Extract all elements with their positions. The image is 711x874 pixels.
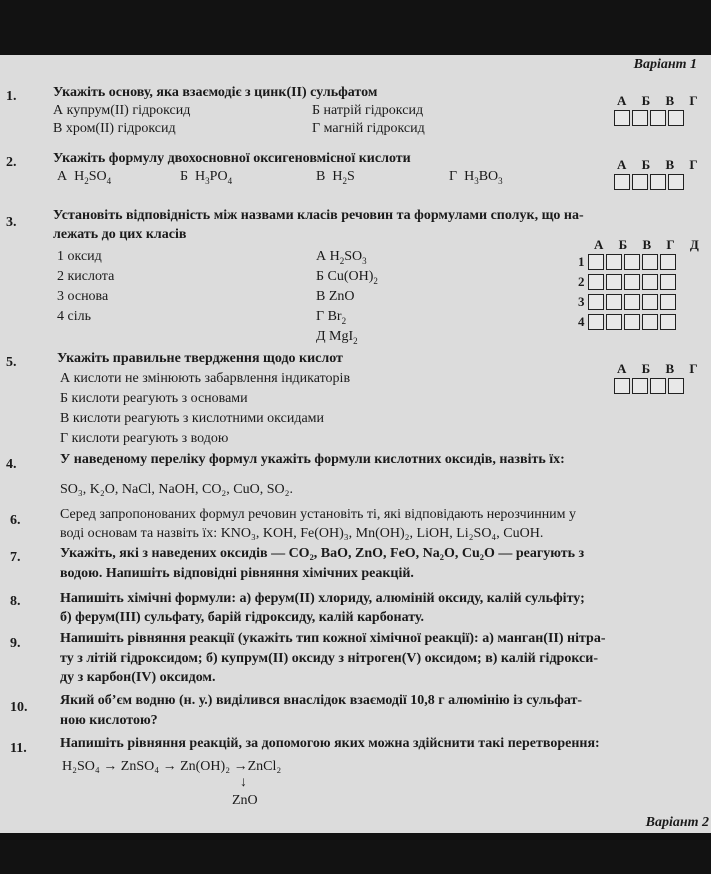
- question-number-10: 10.: [10, 700, 28, 715]
- down-arrow-icon: ↓: [240, 775, 247, 790]
- answer-box[interactable]: [588, 274, 604, 290]
- question-3-text-line1: Установіть відповідність між назвами класів речовин та формулами сполук, що на-: [53, 208, 584, 223]
- question-3-right-d: Г $Br_2$: [316, 309, 347, 326]
- answer-box[interactable]: [606, 274, 622, 290]
- question-number-2: 2.: [6, 155, 17, 170]
- question-9-text-line2: ту з літій гідроксидом; б) купрум(II) оксиду з нітроген(V) оксидом; в) калій гідрокси-: [60, 651, 598, 666]
- answer-grid-2: [614, 173, 686, 191]
- question-number-11: 11.: [10, 741, 27, 756]
- question-4-formula-list: SO₃, K₂O, NaCl, NaOH, CO₂, CuO, SO₂.: [60, 482, 294, 497]
- answer-grid-2-header: А Б В Г: [617, 157, 704, 172]
- question-1-text: Укажіть основу, яка взаємодіє з цинк(II) сульфатом: [53, 85, 378, 100]
- question-5-option-d: Г кислоти реагують з водою: [60, 431, 229, 446]
- answer-box[interactable]: [660, 274, 676, 290]
- question-5-option-a: А кислоти не змінюють забарвлення індикаторів: [60, 371, 351, 386]
- question-1-option-a: А купрум(II) гідроксид: [53, 103, 191, 118]
- question-3-right-e: Д MgI$_2$: [316, 329, 358, 346]
- answer-box[interactable]: [642, 274, 658, 290]
- question-5-text: Укажіть правильне твердження щодо кислот: [57, 351, 343, 366]
- answer-box[interactable]: [642, 294, 658, 310]
- answer-box[interactable]: [624, 274, 640, 290]
- question-3-right-b: Б $Cu(OH)_2$: [316, 269, 378, 286]
- question-10-text-line2: ною кислотою?: [60, 713, 158, 728]
- answer-box[interactable]: [624, 314, 640, 330]
- answer-grid-5-header: А Б В Г: [617, 361, 704, 376]
- answer-box[interactable]: [614, 174, 630, 190]
- row-label: 4: [578, 314, 585, 330]
- question-2-text: Укажіть формулу двохосновної оксигеновмісної кислоти: [53, 151, 411, 166]
- question-5-option-b: Б кислоти реагують з основами: [60, 391, 248, 406]
- question-1-option-c: В хром(II) гідроксид: [53, 121, 176, 136]
- row-label: 1: [578, 254, 585, 270]
- answer-box[interactable]: [624, 254, 640, 270]
- answer-box[interactable]: [614, 110, 630, 126]
- answer-grid-3-row-2: [578, 273, 678, 291]
- answer-box[interactable]: [588, 254, 604, 270]
- question-number-9: 9.: [10, 636, 21, 651]
- answer-grid-1-header: А Б В Г: [617, 93, 704, 108]
- question-8-text-line1: Напишіть хімічні формули: а) ферум(II) хлориду, алюміній оксиду, калій сульфіту;: [60, 591, 585, 606]
- answer-box[interactable]: [632, 378, 648, 394]
- question-9-text-line1: Напишіть рівняння реакції (укажіть тип кожної хімічної реакції): а) манган(II) нітра-: [60, 631, 606, 646]
- answer-box[interactable]: [606, 294, 622, 310]
- answer-box[interactable]: [642, 314, 658, 330]
- answer-box[interactable]: [614, 378, 630, 394]
- question-4-text: У наведеному переліку формул укажіть формули кислотних оксидів, назвіть їх:: [60, 452, 565, 467]
- question-2-option-b: Б $H_3PO_4$: [180, 169, 233, 186]
- question-number-8: 8.: [10, 594, 21, 609]
- answer-grid-3-row-4: [578, 313, 678, 331]
- question-1-option-d: Г магній гідроксид: [312, 121, 425, 136]
- answer-grid-5: [614, 377, 686, 395]
- answer-box[interactable]: [650, 174, 666, 190]
- worksheet-page: [0, 55, 711, 833]
- question-6-text-line2: воді основам та назвіть їх: KNO₃, KOH, Fe(OH)₃, Mn(OH)₂, LiOH, Li₂SO₄, CuOH.: [60, 526, 544, 541]
- answer-grid-3-row-3: [578, 293, 678, 311]
- answer-box[interactable]: [660, 314, 676, 330]
- question-number-1: 1.: [6, 89, 17, 104]
- question-6-text-line1: Серед запропонованих формул речовин установіть ті, які відповідають нерозчинним у: [60, 507, 577, 522]
- question-number-6: 6.: [10, 513, 21, 528]
- question-9-text-line3: ду з карбон(IV) оксидом.: [60, 670, 216, 685]
- question-10-text-line1: Який об’єм водню (н. у.) виділився внаслідок взаємодії 10,8 г алюмінію із сульфат-: [60, 693, 583, 708]
- question-3-right-c: В ZnO: [316, 289, 355, 304]
- answer-box[interactable]: [606, 254, 622, 270]
- answer-box[interactable]: [668, 174, 684, 190]
- question-3-left-2: 2 кислота: [57, 269, 115, 284]
- question-11-text: Напишіть рівняння реакцій, за допомогою яких можна здійснити такі перетворення:: [60, 736, 600, 751]
- answer-box[interactable]: [642, 254, 658, 270]
- question-3-left-1: 1 оксид: [57, 249, 102, 264]
- answer-box[interactable]: [588, 314, 604, 330]
- answer-box[interactable]: [632, 110, 648, 126]
- variant-label-bottom: Варіант 2: [645, 815, 709, 830]
- row-label: 2: [578, 274, 585, 290]
- question-2-option-a: А $H_2SO_4$: [57, 169, 112, 186]
- question-number-3: 3.: [6, 215, 17, 230]
- question-5-option-c: В кислоти реагують з кислотними оксидами: [60, 411, 325, 426]
- answer-grid-3-header: А Б В Г Д: [594, 237, 705, 252]
- answer-box[interactable]: [668, 378, 684, 394]
- question-11-branch-product: ZnO: [232, 793, 258, 808]
- question-3-right-a: А $H_2SO_3$: [316, 249, 367, 266]
- row-label: 3: [578, 294, 585, 310]
- question-number-7: 7.: [10, 550, 21, 565]
- question-11-reaction-chain: H₂SO₄ → ZnSO₄ → Zn(OH)₂ →ZnCl₂: [62, 759, 282, 774]
- variant-label-top: Варіант 1: [633, 57, 697, 72]
- question-3-text-line2: лежать до цих класів: [53, 227, 187, 242]
- question-7-text-line2: водою. Напишіть відповідні рівняння хімічних реакцій.: [60, 566, 414, 581]
- question-3-left-4: 4 сіль: [57, 309, 91, 324]
- answer-grid-3-row-1: [578, 253, 678, 271]
- answer-box[interactable]: [624, 294, 640, 310]
- answer-box[interactable]: [650, 110, 666, 126]
- question-number-4: 4.: [6, 457, 17, 472]
- question-2-option-c: В $H_2S$: [316, 169, 355, 186]
- question-2-option-d: Г $H_3BO_3$: [449, 169, 503, 186]
- question-7-text-line1: Укажіть, які з наведених оксидів — CO₂, BaO, ZnO, FeO, Na₂O, Cu₂O — реагують з: [60, 546, 585, 561]
- question-number-5: 5.: [6, 355, 17, 370]
- question-8-text-line2: б) ферум(III) сульфату, барій гідроксиду, калій карбонату.: [60, 610, 425, 625]
- question-3-left-3: 3 основа: [57, 289, 109, 304]
- answer-box[interactable]: [650, 378, 666, 394]
- answer-box[interactable]: [632, 174, 648, 190]
- answer-grid-1: [614, 109, 686, 127]
- answer-box[interactable]: [660, 294, 676, 310]
- answer-box[interactable]: [668, 110, 684, 126]
- answer-box[interactable]: [588, 294, 604, 310]
- question-1-option-b: Б натрій гідроксид: [312, 103, 424, 118]
- answer-box[interactable]: [660, 254, 676, 270]
- answer-box[interactable]: [606, 314, 622, 330]
